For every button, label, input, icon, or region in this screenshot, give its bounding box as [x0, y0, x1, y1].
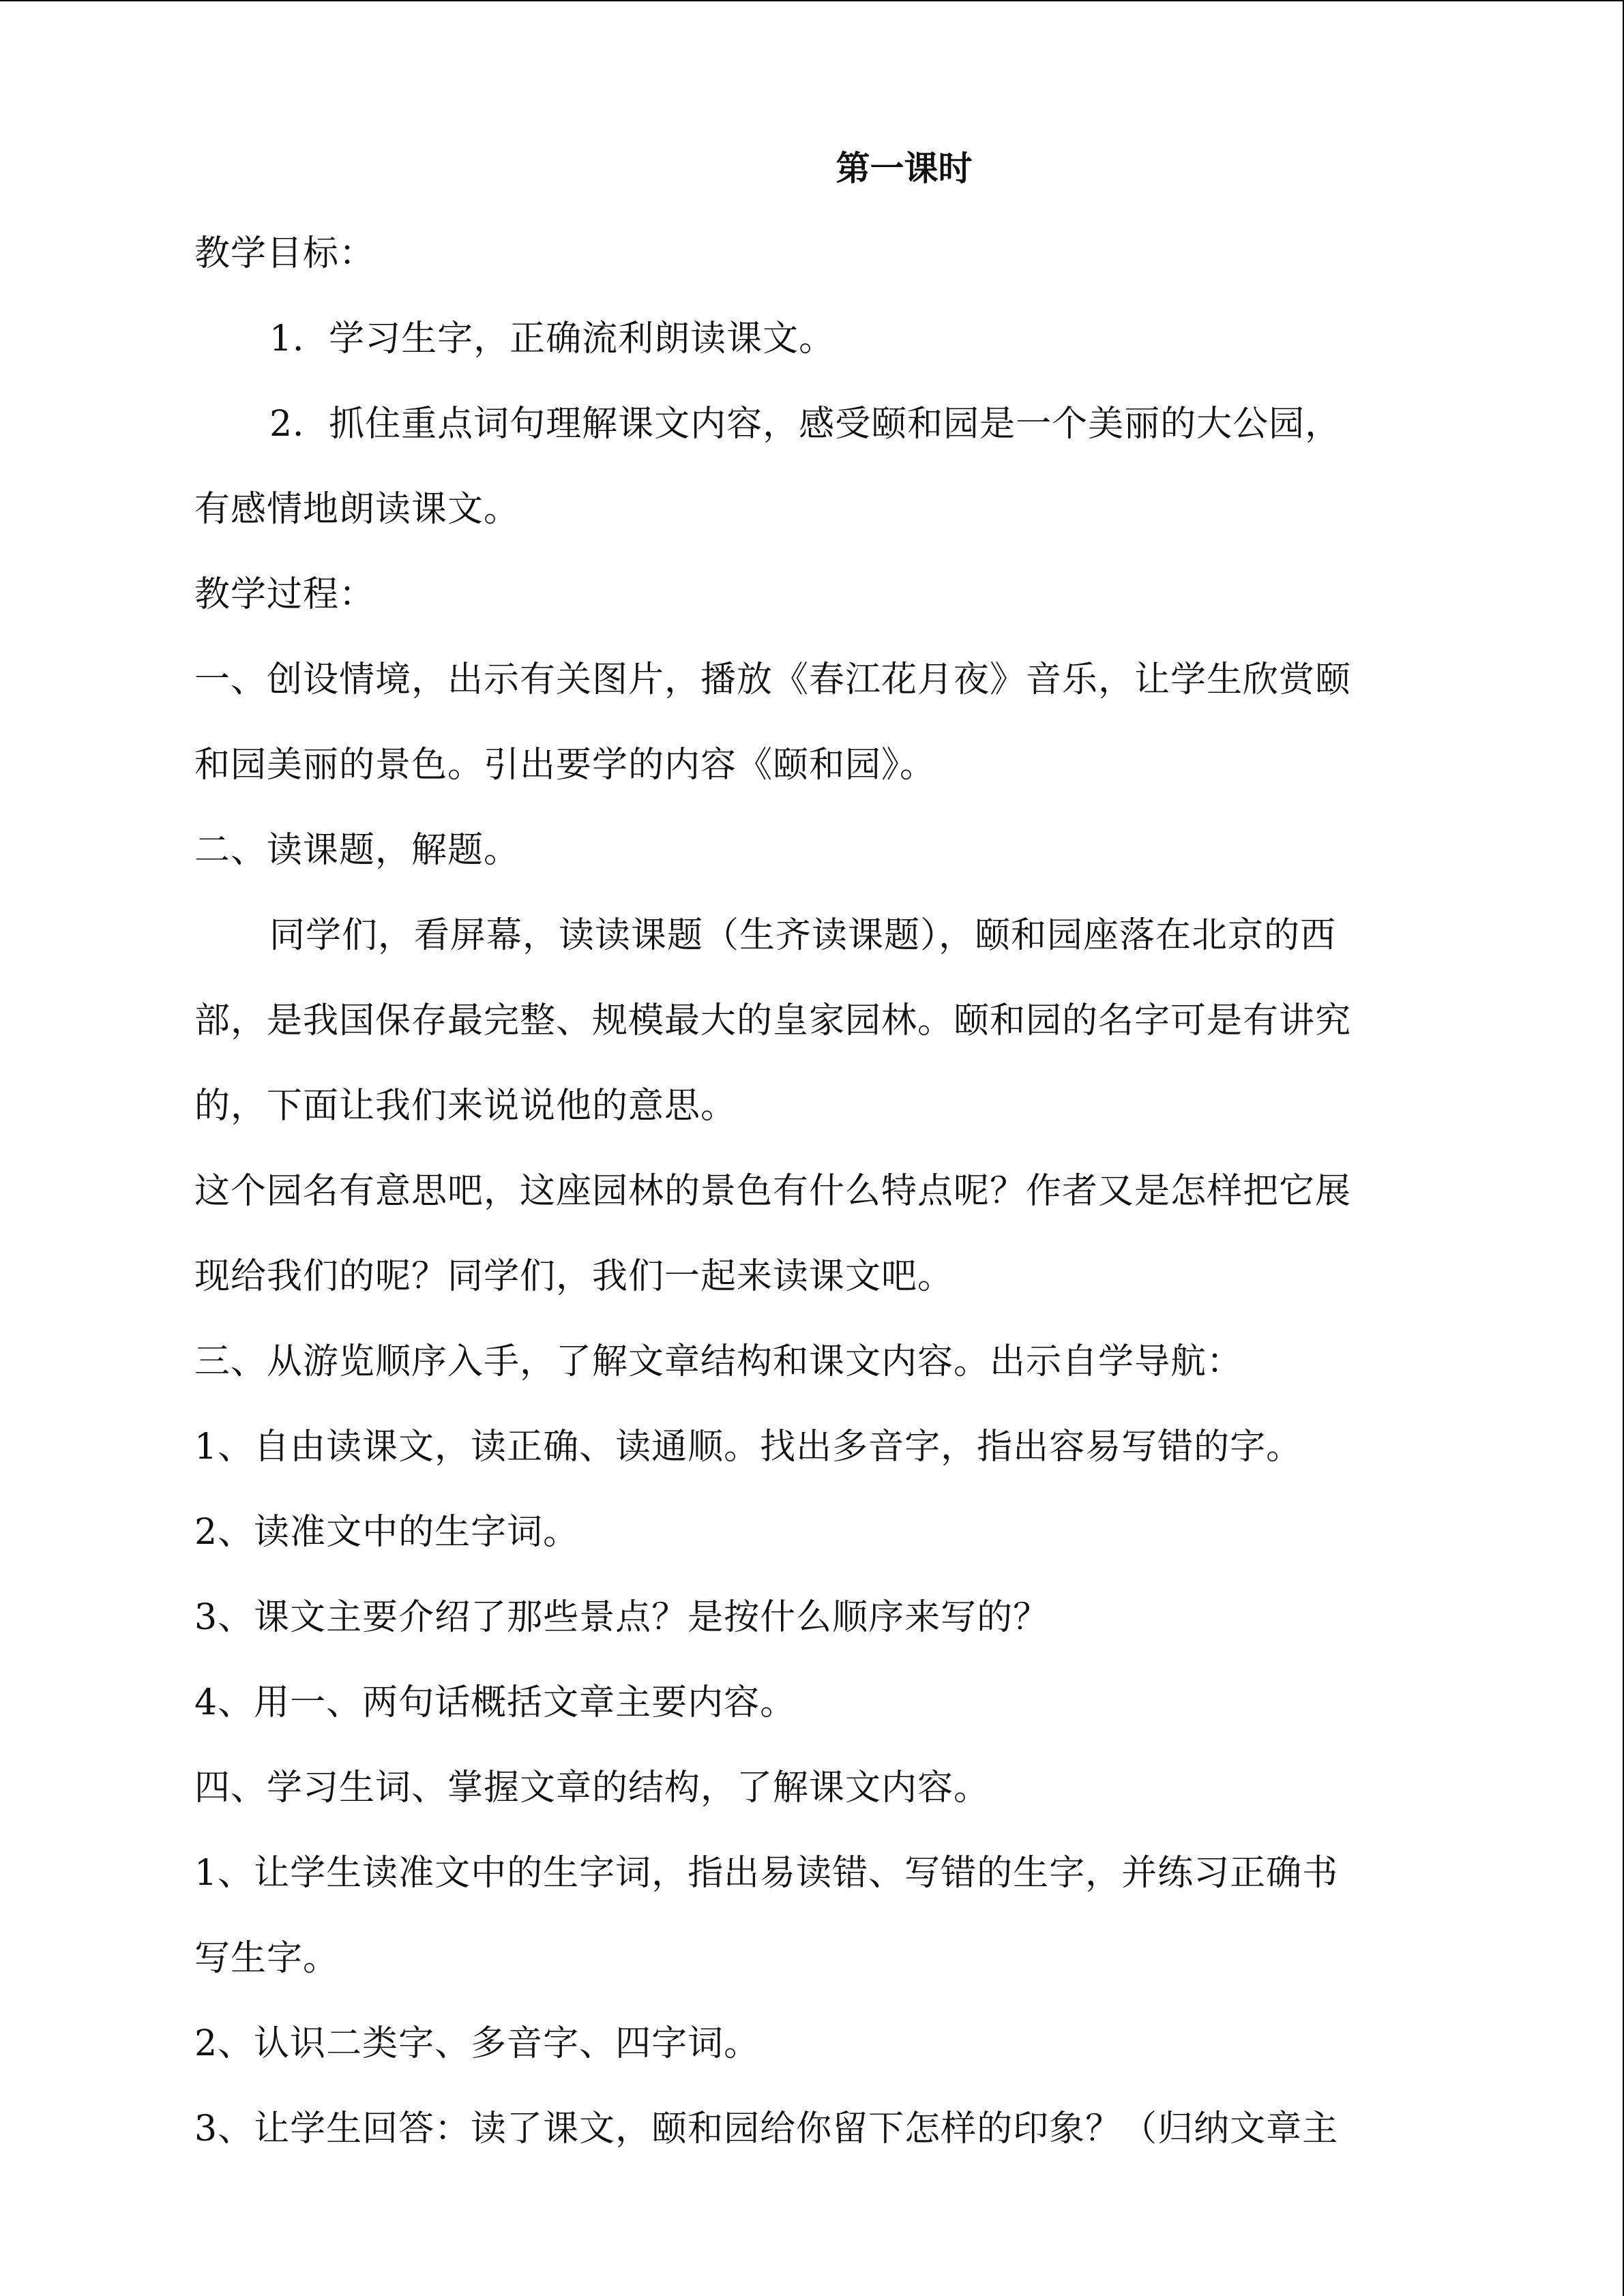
objective-item-2: 2．抓住重点词句理解课文内容，感受颐和园是一个美丽的大公园， — [269, 404, 1342, 445]
process-step-1-continued: 和园美丽的景色。引出要学的内容《颐和园》。 — [194, 745, 936, 786]
list-item: 4、用一、两句话概括文章主要内容。 — [194, 1682, 797, 1723]
paragraph-line: 同学们，看屏幕，读读课题（生齐读课题），颐和园座落在北京的西 — [269, 915, 1337, 956]
process-step-2: 二、读课题，解题。 — [194, 830, 520, 871]
paragraph-line: 的，下面让我们来说说他的意思。 — [194, 1086, 737, 1127]
section-heading-objectives: 教学目标： — [194, 233, 376, 274]
process-step-4: 四、学习生词、掌握文章的结构，了解课文内容。 — [194, 1768, 990, 1808]
objective-item-1: 1．学习生字，正确流利朗读课文。 — [269, 318, 836, 359]
list-item: 2、读准文中的生字词。 — [194, 1512, 580, 1553]
list-item: 3、课文主要介绍了那些景点？是按什么顺序来写的？ — [194, 1597, 1050, 1638]
paragraph-line: 部，是我国保存最完整、规模最大的皇家园林。颐和园的名字可是有讲究 — [194, 1000, 1352, 1041]
paragraph-line: 这个园名有意思吧，这座园林的景色有什么特点呢？作者又是怎样把它展 — [194, 1171, 1352, 1212]
list-item-continued: 写生字。 — [194, 1938, 340, 1979]
list-item: 3、让学生回答：读了课文，颐和园给你留下怎样的印象？（归纳文章主 — [194, 2108, 1339, 2149]
list-item: 1、自由读课文，读正确、读通顺。找出多音字，指出容易写错的字。 — [194, 1427, 1303, 1467]
process-step-1: 一、创设情境，出示有关图片，播放《春江花月夜》音乐，让学生欣赏颐 — [194, 659, 1352, 700]
list-item: 1、让学生读准文中的生字词，指出易读错、写错的生字，并练习正确书 — [194, 1853, 1339, 1894]
objective-item-2-continued: 有感情地朗读课文。 — [194, 489, 520, 530]
section-heading-process: 教学过程： — [194, 574, 376, 615]
list-item: 2、认识二类字、多音字、四字词。 — [194, 2023, 761, 2064]
lesson-title: 第一课时 — [836, 149, 973, 188]
paragraph-line: 现给我们的呢？同学们，我们一起来读课文吧。 — [194, 1256, 954, 1297]
process-step-3: 三、从游览顺序入手，了解文章结构和课文内容。出示自学导航： — [194, 1341, 1243, 1382]
